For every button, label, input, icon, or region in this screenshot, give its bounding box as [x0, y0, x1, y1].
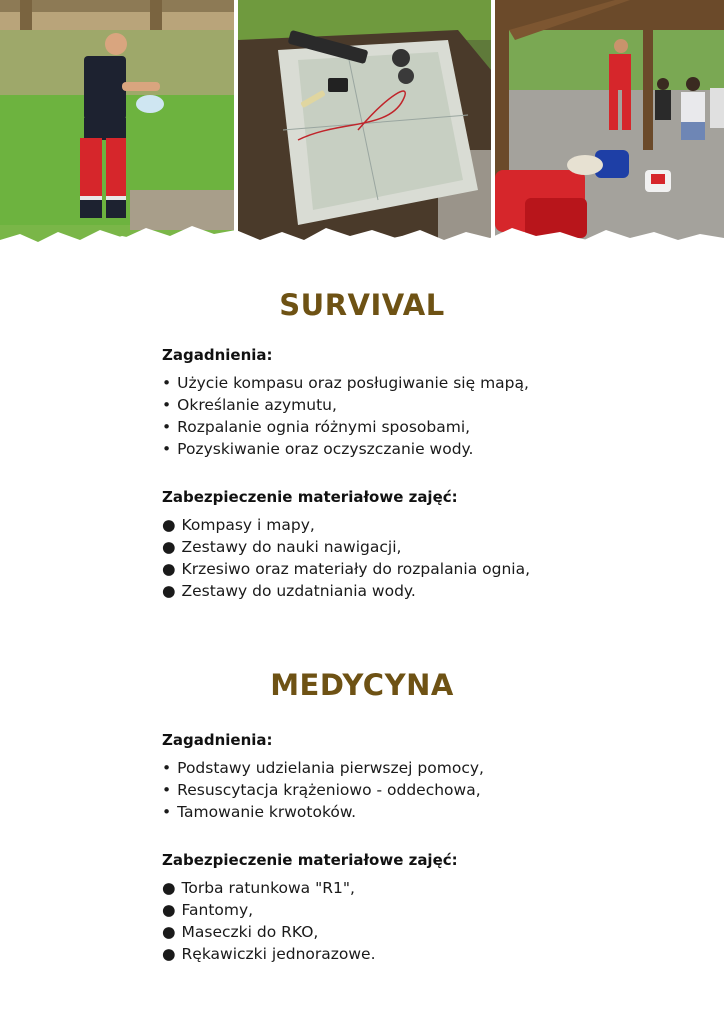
list-item: ● Zestawy do uzdatniania wody. [162, 582, 416, 600]
section-survival [0, 288, 724, 322]
list-item: ● Zestawy do nauki nawigacji, [162, 538, 402, 556]
list-item: ● Kompasy i mapy, [162, 516, 315, 534]
topics-list [162, 372, 642, 460]
list-item: • Tamowanie krwotoków. [162, 803, 357, 821]
medycyna-materials [162, 851, 642, 965]
materials-list [162, 514, 642, 602]
section-title: MEDYCYNA [270, 668, 454, 702]
list-item: ● Krzesiwo oraz materiały do rozpalania ognia, [162, 560, 530, 578]
list-item: • Podstawy udzielania pierwszej pomocy, [162, 759, 484, 777]
list-item: ● Rękawiczki jednorazowe. [162, 945, 376, 963]
list-item: • Pozyskiwanie oraz oczyszczanie wody. [162, 440, 474, 458]
list-item: ● Fantomy, [162, 901, 254, 919]
topics-list [162, 757, 642, 823]
topics-heading: Zagadnienia: [162, 731, 273, 749]
medycyna-topics [162, 731, 642, 823]
survival-topics [162, 346, 642, 460]
materials-heading: Zabezpieczenie materiałowe zajęć: [162, 851, 458, 869]
section-title: SURVIVAL [279, 288, 445, 322]
materials-list [162, 877, 642, 965]
torn-paper-edge [0, 210, 724, 262]
survival-materials [162, 488, 642, 602]
section-medycyna [0, 668, 724, 702]
materials-heading: Zabezpieczenie materiałowe zajęć: [162, 488, 458, 506]
list-item: • Określanie azymutu, [162, 396, 337, 414]
photo-strip [0, 0, 724, 262]
list-item: • Resuscytacja krążeniowo - oddechowa, [162, 781, 481, 799]
list-item: ● Maseczki do RKO, [162, 923, 319, 941]
list-item: ● Torba ratunkowa "R1", [162, 879, 355, 897]
topics-heading: Zagadnienia: [162, 346, 273, 364]
list-item: • Użycie kompasu oraz posługiwanie się mapą, [162, 374, 529, 392]
list-item: • Rozpalanie ognia różnymi sposobami, [162, 418, 471, 436]
